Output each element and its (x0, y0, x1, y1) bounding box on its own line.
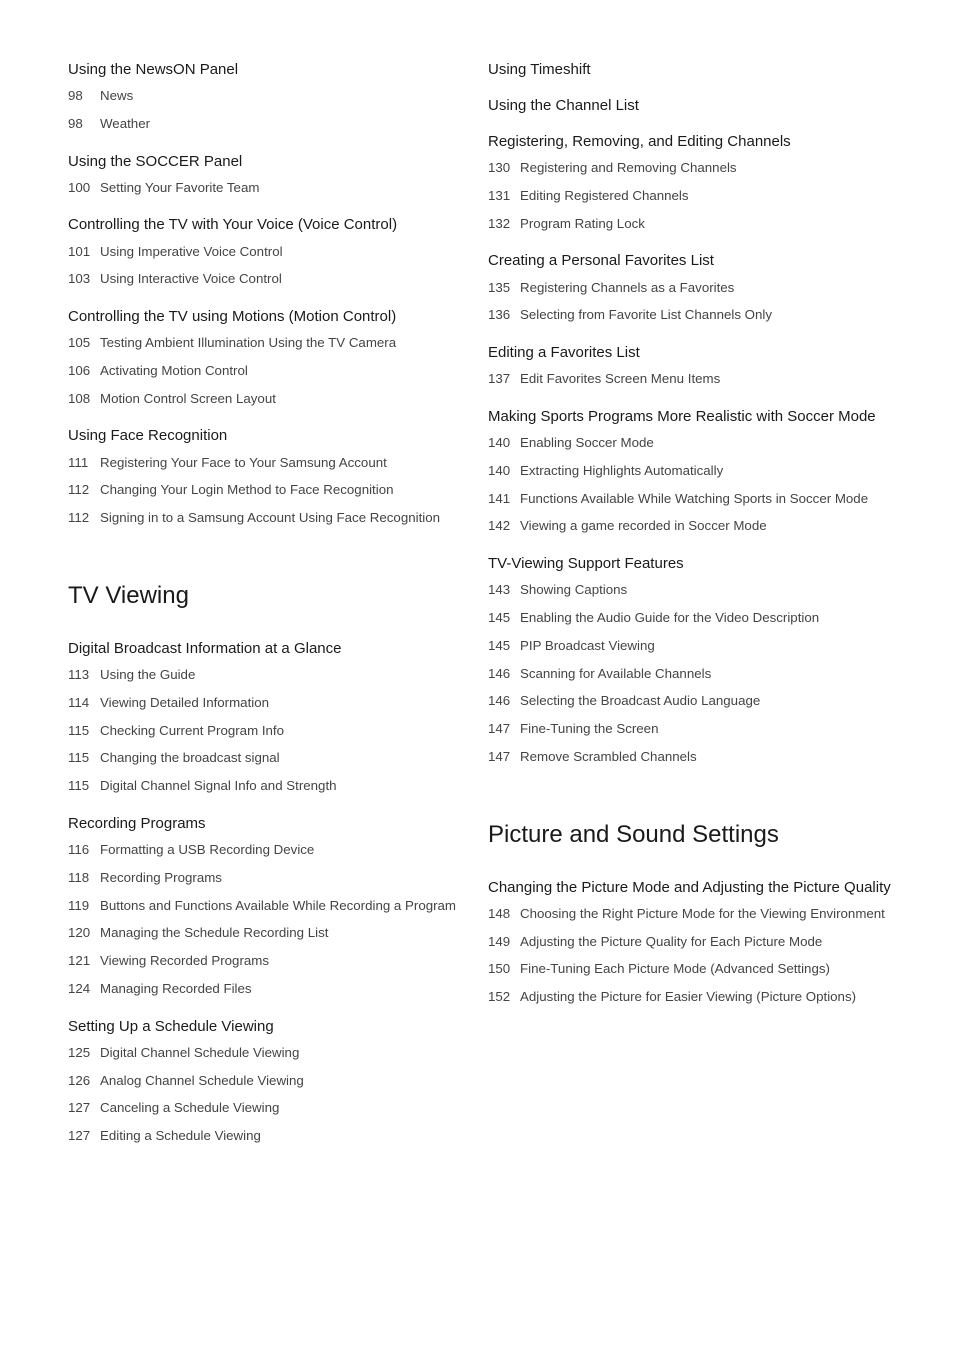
entry-label: PIP Broadcast Viewing (520, 637, 655, 653)
entry-label: Edit Favorites Screen Menu Items (520, 371, 721, 387)
toc-entry[interactable] (68, 951, 473, 972)
section-title-editing-a-favorites-list[interactable]: Editing a Favorites List (488, 343, 640, 361)
section-title-using-face-recognition[interactable]: Using Face Recognition (68, 427, 228, 445)
entry-label: Signing in to a Samsung Account Using Face Recognition (100, 510, 441, 526)
toc-section (488, 132, 893, 234)
toc-entry[interactable] (488, 278, 893, 299)
toc-entry[interactable] (488, 691, 893, 712)
toc-section (68, 426, 473, 528)
entry-label: Digital Channel Signal Info and Strength (100, 778, 337, 794)
entry-label: Viewing Recorded Programs (100, 953, 270, 969)
entry-label: Editing Registered Channels (520, 188, 689, 204)
page-number: 140 (488, 435, 511, 451)
entry-label: Canceling a Schedule Viewing (100, 1100, 280, 1116)
entry-label: Showing Captions (520, 582, 628, 598)
toc-entry[interactable] (68, 178, 473, 199)
entry-label: Changing Your Login Method to Face Recognition (100, 482, 394, 498)
toc-section (488, 96, 893, 115)
page-number: 121 (68, 953, 91, 969)
page-number: 145 (488, 637, 511, 653)
toc-entry[interactable] (488, 636, 893, 657)
entry-label: Editing a Schedule Viewing (100, 1128, 261, 1144)
entry-label: Enabling the Audio Guide for the Video Description (520, 610, 820, 626)
entry-label: Using Imperative Voice Control (100, 243, 283, 259)
toc-column-left (68, 60, 473, 1147)
entry-label: Adjusting the Picture Quality for Each Picture Mode (520, 933, 823, 949)
toc-entry[interactable] (68, 361, 473, 382)
section-title-using-the-soccer-panel[interactable]: Using the SOCCER Panel (68, 152, 243, 170)
section-title-registering-removing-and-editing-channels[interactable]: Registering, Removing, and Editing Channels (488, 133, 791, 150)
entry-label: News (100, 88, 134, 104)
page-number: 146 (488, 693, 511, 709)
page-number: 135 (488, 279, 511, 295)
part-title-tv-viewing[interactable]: TV Viewing (68, 581, 189, 609)
page-number: 118 (68, 869, 90, 885)
toc-entry[interactable] (488, 664, 893, 685)
page-number: 141 (488, 490, 511, 506)
section-title-using-the-channel-list[interactable]: Using the Channel List (488, 97, 639, 114)
toc-section (68, 307, 473, 409)
section-title-using-timeshift[interactable]: Using Timeshift (488, 61, 591, 78)
entry-label: Registering and Removing Channels (520, 160, 737, 176)
page-number: 103 (68, 271, 91, 287)
page-number: 126 (68, 1072, 91, 1088)
section-title-changing-the-picture-mode-and-adjusting-the-picture-quality[interactable]: Changing the Picture Mode and Adjusting the Picture Quality (488, 878, 891, 896)
page-number: 100 (68, 179, 91, 195)
entry-label: Registering Channels as a Favorites (520, 279, 735, 295)
page-number: 142 (488, 518, 511, 534)
page-number: 112 (68, 482, 90, 498)
page-number: 136 (488, 307, 511, 323)
section-title-tv-viewing-support-features[interactable]: TV-Viewing Support Features (488, 554, 684, 572)
toc-entry[interactable] (68, 508, 473, 529)
toc-section (488, 251, 893, 326)
page-number: 125 (68, 1044, 91, 1060)
toc-section (68, 814, 473, 1000)
toc-entry[interactable] (68, 114, 473, 135)
toc-entry[interactable] (488, 369, 893, 390)
toc-entry[interactable] (68, 923, 473, 944)
page-number: 115 (68, 722, 90, 738)
toc-entry[interactable] (488, 580, 893, 601)
toc-entry[interactable] (68, 86, 473, 107)
entry-label: Recording Programs (100, 869, 222, 885)
entry-label: Adjusting the Picture for Easier Viewing (Picture Options) (520, 989, 857, 1005)
entry-label: Extracting Highlights Automatically (520, 462, 724, 478)
entry-label: Using the Guide (100, 667, 196, 683)
toc-entry[interactable] (68, 693, 473, 714)
toc-entry[interactable] (68, 333, 473, 354)
toc-entry[interactable] (488, 305, 893, 326)
entry-label: Weather (100, 116, 151, 132)
toc-section (488, 407, 893, 537)
section-title-controlling-the-tv-using-motions-motion-control[interactable]: Controlling the TV using Motions (Motion Control) (68, 307, 397, 325)
entry-label: Motion Control Screen Layout (100, 390, 276, 406)
page-number: 108 (68, 390, 91, 406)
toc-entry[interactable] (488, 433, 893, 454)
toc-section (68, 215, 473, 290)
toc-section (488, 878, 893, 1008)
toc-entry[interactable] (488, 747, 893, 768)
toc-section (68, 60, 473, 135)
toc-entry[interactable] (488, 489, 893, 510)
toc-entry[interactable] (68, 840, 473, 861)
page-number: 112 (68, 510, 90, 526)
toc-entry[interactable] (68, 269, 473, 290)
entry-label: Analog Channel Schedule Viewing (100, 1072, 304, 1088)
page-number: 105 (68, 335, 91, 351)
entry-label: Viewing Detailed Information (100, 694, 270, 710)
part-title-picture-and-sound-settings[interactable]: Picture and Sound Settings (488, 820, 779, 848)
entry-label: Changing the broadcast signal (100, 750, 280, 766)
entry-label: Remove Scrambled Channels (520, 749, 697, 765)
entry-label: Selecting the Broadcast Audio Language (520, 693, 761, 709)
entry-label: Managing Recorded Files (100, 981, 252, 997)
page-number: 149 (488, 933, 511, 949)
page-number: 106 (68, 363, 91, 379)
toc-entry[interactable] (68, 979, 473, 1000)
page-number: 98 (68, 88, 83, 104)
entry-label: Fine-Tuning the Screen (520, 721, 659, 737)
entry-label: Fine-Tuning Each Picture Mode (Advanced Settings) (520, 961, 830, 977)
page-number: 146 (488, 665, 511, 681)
page-number: 101 (68, 243, 91, 259)
page-number: 115 (68, 750, 90, 766)
toc-entry[interactable] (68, 1043, 473, 1064)
toc-entry[interactable] (488, 158, 893, 179)
page-number: 124 (68, 981, 91, 997)
entry-label: Digital Channel Schedule Viewing (100, 1044, 300, 1060)
section-title-digital-broadcast-information-at-a-glance[interactable]: Digital Broadcast Information at a Glance (68, 639, 342, 657)
toc-entry[interactable] (68, 748, 473, 769)
entry-label: Choosing the Right Picture Mode for the Viewing Environment (520, 905, 885, 921)
toc-entry[interactable] (68, 389, 473, 410)
entry-label: Formatting a USB Recording Device (100, 842, 315, 858)
page-number: 145 (488, 610, 511, 626)
toc-entry[interactable] (488, 461, 893, 482)
page-number: 116 (68, 842, 90, 858)
page-number: 113 (68, 667, 90, 683)
section-title-using-the-newson-panel[interactable]: Using the NewsON Panel (68, 61, 239, 78)
entry-label: Selecting from Favorite List Channels Only (520, 307, 773, 323)
entry-label: Checking Current Program Info (100, 722, 285, 738)
toc-section (68, 1017, 473, 1147)
toc-entry[interactable] (488, 959, 893, 980)
entry-label: Scanning for Available Channels (520, 665, 712, 681)
page-number: 143 (488, 582, 511, 598)
page-number: 150 (488, 961, 511, 977)
entry-label: Viewing a game recorded in Soccer Mode (520, 518, 767, 534)
entry-label: Registering Your Face to Your Samsung Account (100, 454, 387, 470)
page-number: 119 (68, 897, 90, 913)
entry-label: Using Interactive Voice Control (100, 271, 282, 287)
section-title-controlling-the-tv-with-your-voice-voice-control[interactable]: Controlling the TV with Your Voice (Voice Control) (68, 216, 398, 234)
entry-label: Setting Your Favorite Team (100, 179, 260, 195)
section-title-making-sports-programs-more-realistic-with-soccer-mode[interactable]: Making Sports Programs More Realistic with Soccer Mode (488, 407, 876, 425)
page-number: 148 (488, 905, 511, 921)
toc-entry[interactable] (68, 665, 473, 686)
page-number: 127 (68, 1128, 91, 1144)
page-number: 132 (488, 215, 511, 231)
toc-entry[interactable] (68, 868, 473, 889)
page-number: 140 (488, 462, 511, 478)
page-number: 131 (488, 188, 511, 204)
section-title-creating-a-personal-favorites-list[interactable]: Creating a Personal Favorites List (488, 252, 714, 270)
toc-entry[interactable] (488, 608, 893, 629)
entry-label: Testing Ambient Illumination Using the TV Camera (100, 335, 397, 351)
toc-entry[interactable] (68, 480, 473, 501)
toc-entry[interactable] (488, 214, 893, 235)
page-number: 130 (488, 160, 511, 176)
toc-entry[interactable] (68, 776, 473, 797)
toc-section (488, 554, 893, 768)
page-number: 137 (488, 371, 511, 387)
toc-entry[interactable] (488, 987, 893, 1008)
page-number: 147 (488, 721, 511, 737)
section-title-recording-programs[interactable]: Recording Programs (68, 814, 206, 832)
entry-label: Buttons and Functions Available While Recording a Program (100, 897, 457, 913)
entry-label: Managing the Schedule Recording List (100, 925, 329, 941)
toc-entry[interactable] (68, 721, 473, 742)
page-number: 127 (68, 1100, 91, 1116)
page-number: 147 (488, 749, 511, 765)
toc-entry[interactable] (488, 932, 893, 953)
toc-entry[interactable] (488, 516, 893, 537)
toc-entry[interactable] (68, 242, 473, 263)
page-number: 111 (68, 454, 89, 470)
toc-entry[interactable] (488, 904, 893, 925)
entry-label: Program Rating Lock (520, 215, 645, 231)
page-number: 114 (68, 694, 90, 710)
section-title-setting-up-a-schedule-viewing[interactable]: Setting Up a Schedule Viewing (68, 1017, 274, 1035)
toc-entry[interactable] (68, 1071, 473, 1092)
toc-entry[interactable] (68, 896, 473, 917)
page-number: 152 (488, 989, 511, 1005)
page-number: 115 (68, 778, 90, 794)
entry-label: Enabling Soccer Mode (520, 435, 654, 451)
entry-label: Functions Available While Watching Sports in Soccer Mode (520, 490, 869, 506)
toc-entry[interactable] (488, 719, 893, 740)
page-number: 120 (68, 925, 91, 941)
toc-entry[interactable] (68, 1126, 473, 1147)
toc-section (68, 152, 473, 199)
page-number: 98 (68, 116, 83, 132)
toc-section (488, 60, 893, 79)
toc-entry[interactable] (68, 453, 473, 474)
toc-section (488, 343, 893, 390)
toc-entry[interactable] (488, 186, 893, 207)
toc-column-right (488, 60, 893, 1008)
toc-section (68, 639, 473, 797)
toc-entry[interactable] (68, 1098, 473, 1119)
entry-label: Activating Motion Control (100, 363, 248, 379)
